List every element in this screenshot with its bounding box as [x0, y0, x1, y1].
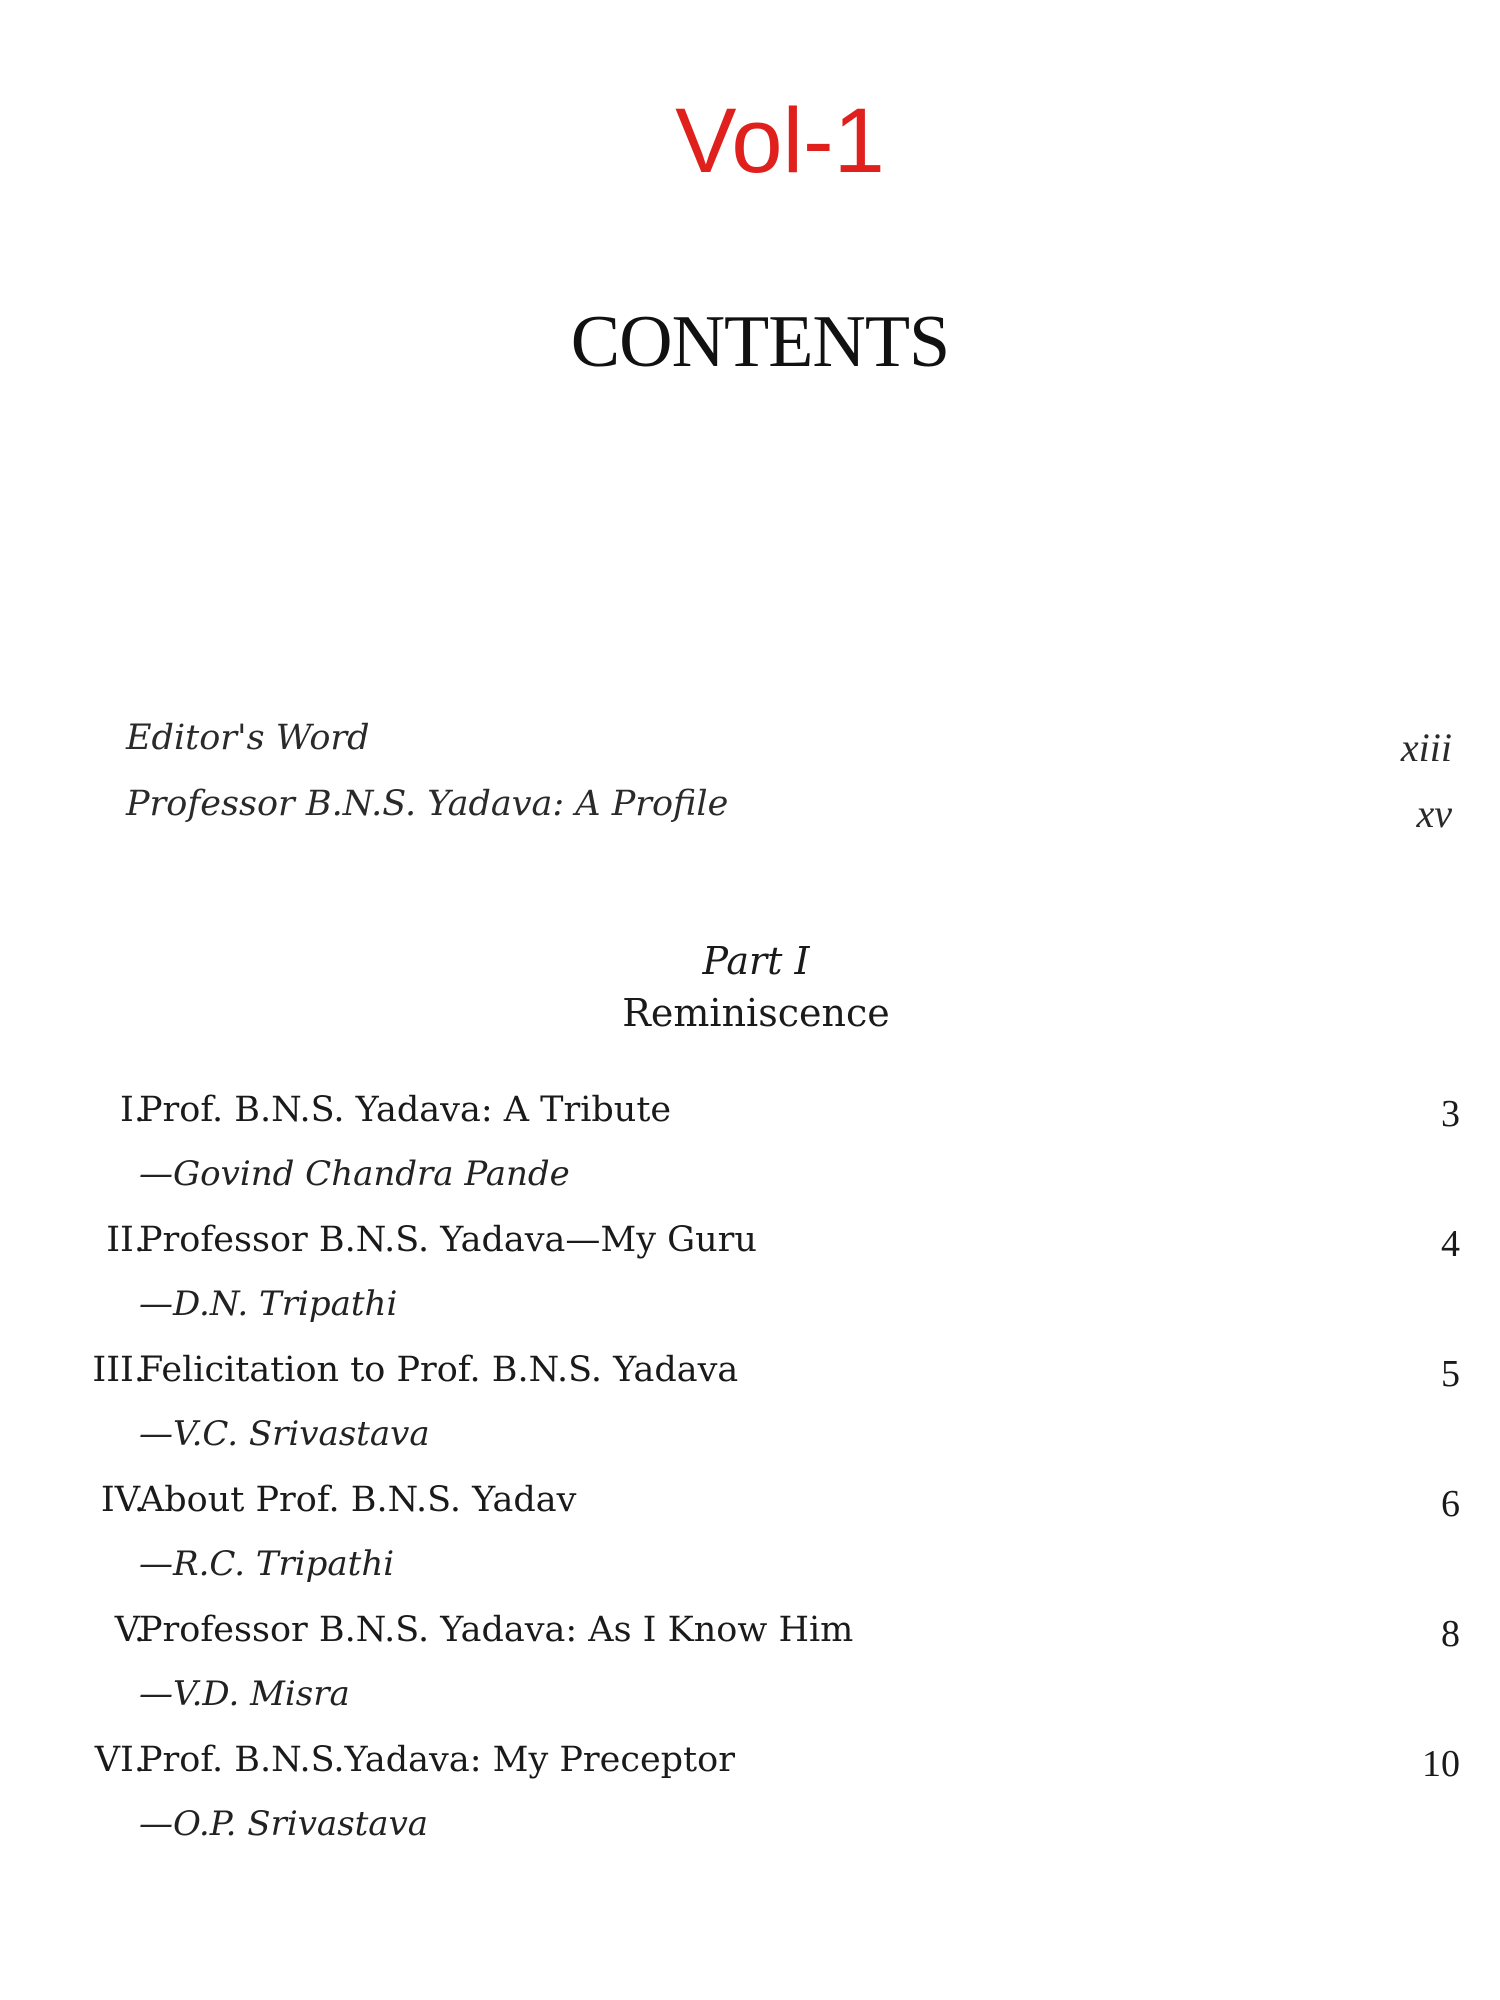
front-matter-list: [126, 718, 1452, 850]
toc-entry-author: —D.N. Tripathi: [139, 1284, 398, 1324]
toc-entry-page: 8: [1441, 1613, 1460, 1655]
toc-entry-page: 10: [1422, 1743, 1460, 1785]
front-matter-page: xiii: [1400, 725, 1452, 770]
front-matter-page: xv: [1416, 791, 1452, 836]
toc-entry-title: Prof. B.N.S.Yadava: My Preceptor: [139, 1740, 735, 1780]
part-heading: [0, 935, 1500, 1039]
toc-entry-number: V.: [114, 1610, 145, 1650]
toc-entry-author: —O.P. Srivastava: [139, 1804, 429, 1844]
toc-entry[interactable]: [40, 1215, 1460, 1345]
toc-entry-title: Prof. B.N.S. Yadava: A Tribute: [139, 1090, 672, 1130]
toc-entry-page: 3: [1441, 1093, 1460, 1135]
toc-entry-page: 5: [1441, 1353, 1460, 1395]
front-matter-title: Professor B.N.S. Yadava: A Profile: [126, 784, 729, 824]
toc-entry-author: —V.C. Srivastava: [139, 1414, 430, 1454]
toc-entry-number: II.: [106, 1220, 145, 1260]
part-subtitle: Reminiscence: [622, 991, 890, 1035]
volume-label: Vol-1: [675, 90, 885, 192]
toc-entry-author: —V.D. Misra: [139, 1674, 350, 1714]
toc-entry[interactable]: [40, 1085, 1460, 1215]
front-matter-title: Editor's Word: [126, 718, 370, 758]
toc-entry-page: 4: [1441, 1223, 1460, 1265]
toc-entry[interactable]: [40, 1475, 1460, 1605]
toc-entry-number: I.: [120, 1090, 145, 1130]
front-matter-item[interactable]: [126, 718, 1452, 784]
part-label: Part I: [702, 939, 810, 983]
toc-list: [40, 1085, 1460, 1865]
toc-entry-title: Felicitation to Prof. B.N.S. Yadava: [139, 1350, 739, 1390]
toc-entry[interactable]: [40, 1345, 1460, 1475]
toc-entry-number: III.: [92, 1350, 145, 1390]
toc-entry-title: Professor B.N.S. Yadava—My Guru: [139, 1220, 757, 1260]
page-title: CONTENTS: [570, 301, 950, 383]
toc-entry-title: Professor B.N.S. Yadava: As I Know Him: [139, 1610, 854, 1650]
toc-entry-page: 6: [1441, 1483, 1460, 1525]
front-matter-item[interactable]: [126, 784, 1452, 850]
toc-entry-number: VI.: [94, 1740, 145, 1780]
toc-entry-title: About Prof. B.N.S. Yadav: [139, 1480, 577, 1520]
toc-entry[interactable]: [40, 1735, 1460, 1865]
toc-entry[interactable]: [40, 1605, 1460, 1735]
toc-entry-number: IV.: [100, 1480, 145, 1520]
toc-entry-author: —Govind Chandra Pande: [139, 1154, 570, 1194]
toc-entry-author: —R.C. Tripathi: [139, 1544, 395, 1584]
